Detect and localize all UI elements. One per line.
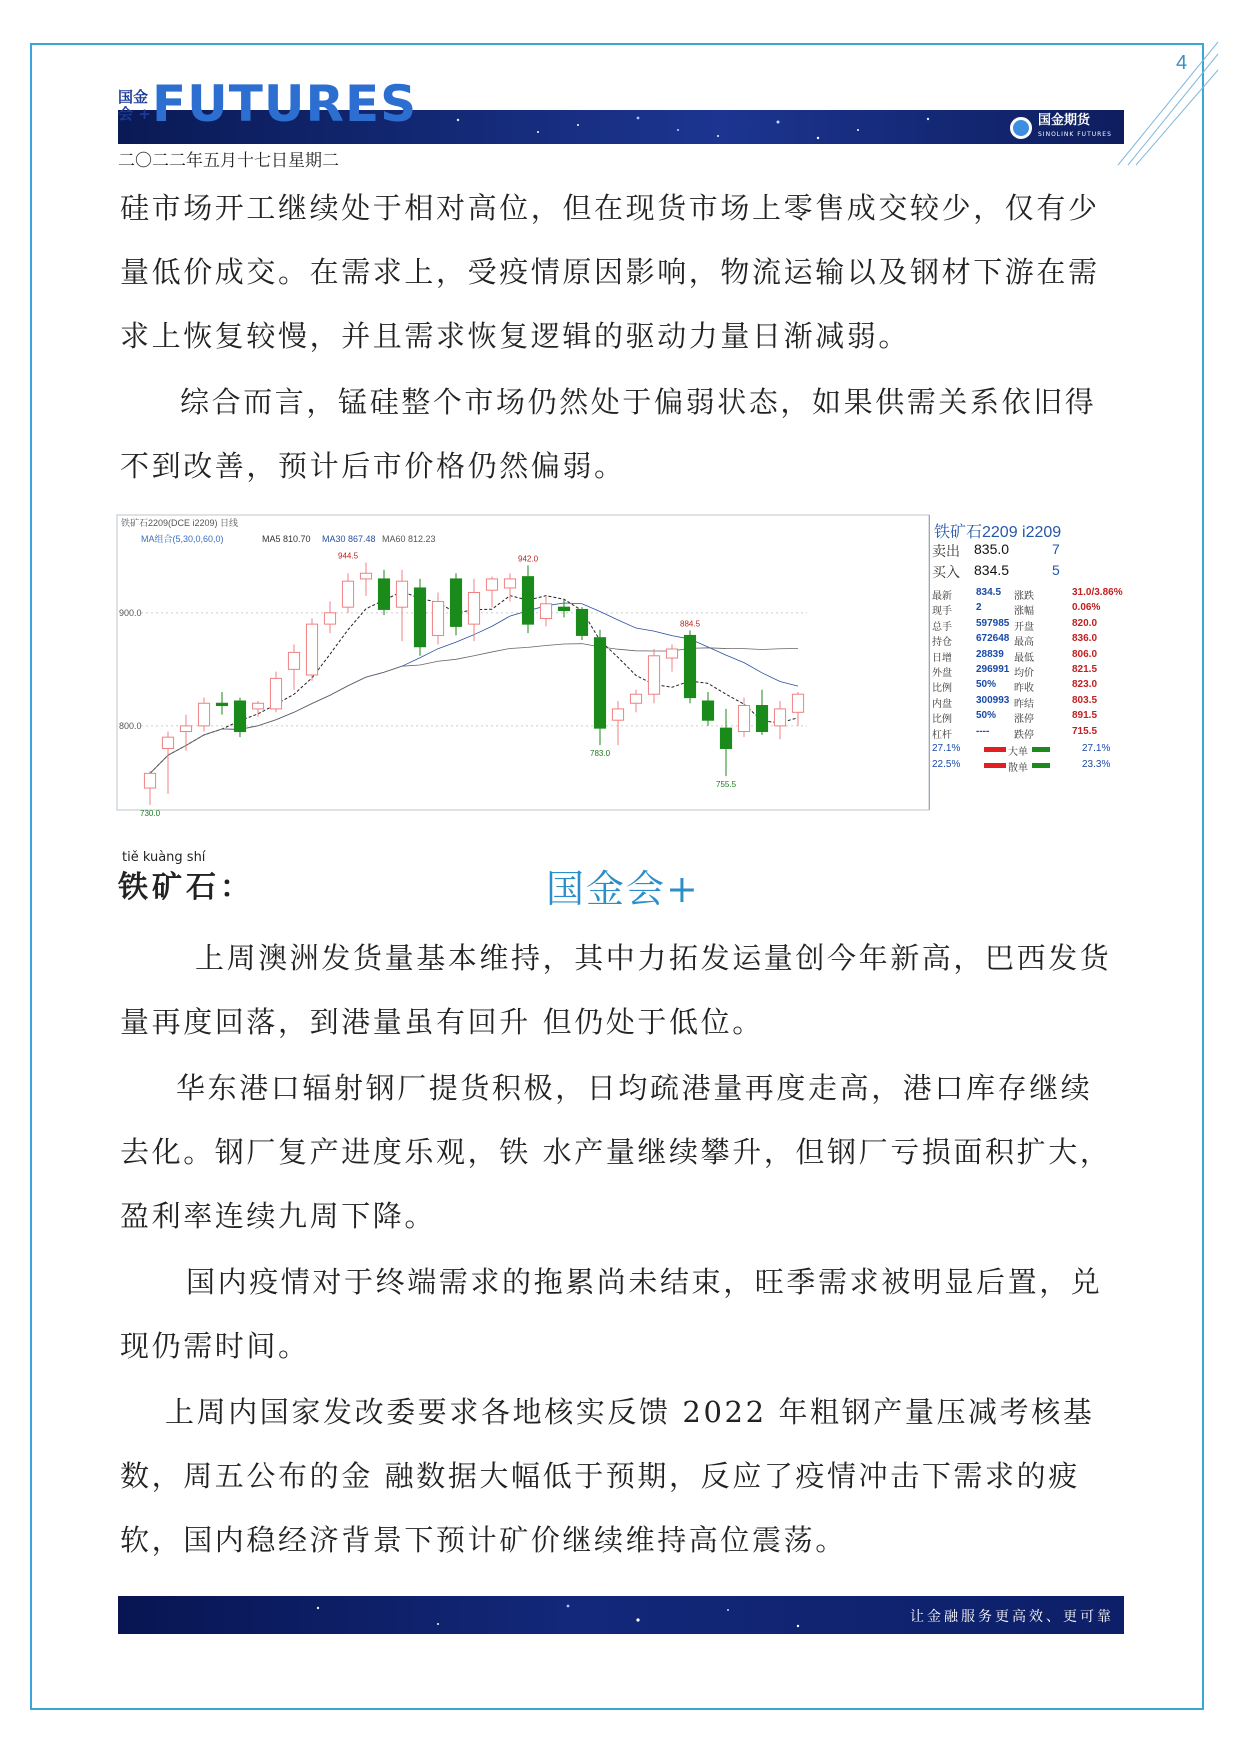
candle-body xyxy=(198,703,209,726)
quote-stat-value: 715.5 xyxy=(1072,725,1098,737)
brand-mark-icon xyxy=(1010,117,1032,139)
quote-stat-label: 涨幅 xyxy=(1014,606,1034,618)
quote-stat-label: 均价 xyxy=(1014,668,1034,679)
quote-stat-label: 最新 xyxy=(932,591,952,602)
candle-body xyxy=(522,577,533,624)
footer-banner xyxy=(118,1596,1124,1634)
candle-body xyxy=(684,635,695,697)
quote-book-price: 834.5 xyxy=(974,562,1010,578)
candle-body xyxy=(486,579,497,590)
candle-body xyxy=(612,709,623,720)
candle-body xyxy=(396,581,407,607)
candle-body xyxy=(252,703,263,709)
report-date: 二〇二二年五月十七日星期二 xyxy=(118,151,339,171)
quote-title: 铁矿石2209 i2209 xyxy=(934,524,1062,541)
quote-book-size: 5 xyxy=(1052,562,1060,578)
quote-stat-label: 比例 xyxy=(932,683,952,695)
candle-body xyxy=(144,773,155,788)
page-number: 4 xyxy=(1176,52,1188,74)
quote-book-row xyxy=(932,562,1122,579)
chart-toolbar: 铁矿石2209(DCE i2209) 日线 xyxy=(121,518,239,528)
quote-stat-label: 涨跌 xyxy=(1014,591,1034,602)
watermark: 国金会+ xyxy=(546,867,700,911)
quote-stat-label: 开盘 xyxy=(1014,621,1034,633)
paragraph-3: 上周澳洲发货量基本维持，其中力拓发运量创今年新高，巴西发货量再度回落，到港量虽有回升 但仍处于低位。 xyxy=(120,941,1112,1039)
candle-body xyxy=(288,652,299,669)
flow-sell-bar xyxy=(1032,763,1050,768)
candle-body xyxy=(774,709,785,726)
flow-sell-bar xyxy=(1032,747,1050,752)
quote-book-price: 835.0 xyxy=(974,541,1010,557)
flow-left-pct: 27.1% xyxy=(932,743,961,754)
candle-body xyxy=(666,649,677,658)
ma-legend: MA组合(5,30,0,60,0) xyxy=(141,534,224,544)
quote-stat-value: 803.5 xyxy=(1072,694,1098,706)
candle-body xyxy=(432,602,443,636)
y-tick-label: 800.0 xyxy=(119,720,142,731)
corner-decoration xyxy=(1110,40,1220,170)
quote-stat-value: 2 xyxy=(976,602,982,614)
candle-body xyxy=(594,638,605,728)
candle-body xyxy=(720,728,731,748)
footer-slogan: 让金融服务更高效、更可靠 xyxy=(910,1609,1114,1625)
quote-stat-label: 昨收 xyxy=(1014,683,1034,695)
quote-stat-value: 821.5 xyxy=(1072,664,1098,675)
candle-body xyxy=(468,592,479,624)
flow-buy-bar xyxy=(984,763,1006,768)
quote-stat-label: 昨结 xyxy=(1014,698,1034,710)
quote-stat-label: 内盘 xyxy=(932,698,952,710)
quote-stat-label: 持仓 xyxy=(932,637,952,649)
quote-stat-label: 比例 xyxy=(932,714,952,726)
candle-body xyxy=(756,706,767,732)
candle-body xyxy=(792,694,803,712)
candle-body xyxy=(648,656,659,694)
section-title: 铁矿石： xyxy=(118,870,254,905)
quote-stat-value: 820.0 xyxy=(1072,617,1098,629)
quote-stat-label: 日增 xyxy=(932,652,952,664)
flow-right-pct: 23.3% xyxy=(1082,759,1111,770)
logo-text: 国金 会 + xyxy=(118,88,151,123)
quote-stat-label: 最低 xyxy=(1014,652,1034,664)
quote-stat-value: 50% xyxy=(976,679,997,691)
candle-body xyxy=(540,604,551,619)
candlestick-chart xyxy=(117,515,1127,818)
price-annotation: 755.5 xyxy=(716,780,737,790)
candle-body xyxy=(558,607,569,610)
candle-body xyxy=(162,737,173,748)
quote-stat-value: ---- xyxy=(976,725,990,737)
section-pinyin: tiě kuàng shí xyxy=(122,850,206,865)
quote-stat-row xyxy=(932,726,1122,743)
candle-body xyxy=(216,703,227,705)
price-annotation: 944.5 xyxy=(338,551,359,561)
paragraph-6: 上周内国家发改委要求各地核实反馈 2022 年粗钢产量压减考核基数，周五公布的金 融数据大幅低于预期，反应了疫情冲击下需求的疲软，国内稳经济背景下预计矿价继续维持高位震荡。 xyxy=(120,1395,1095,1557)
flow-label: 大单 xyxy=(1008,747,1028,758)
chart-canvas xyxy=(117,515,929,818)
candle-body xyxy=(576,609,587,635)
candle-body xyxy=(414,588,425,647)
quote-book-label: 买入 xyxy=(932,564,960,580)
quote-stat-label: 外盘 xyxy=(932,668,952,679)
candle-body xyxy=(324,613,335,624)
quote-stat-value: 672648 xyxy=(976,633,1010,645)
paragraph-1: 硅市场开工继续处于相对高位，但在现货市场上零售成交较少，仅有少量低价成交。在需求上，受疫情原因影响，物流运输以及钢材下游在需求上恢复较慢，并且需求恢复逻辑的驱动力量日渐减弱。 xyxy=(120,191,1100,353)
quote-book-size: 7 xyxy=(1052,541,1060,557)
quote-flow-row xyxy=(932,759,1122,776)
candle-body xyxy=(342,581,353,607)
candle-body xyxy=(270,678,281,709)
ma60-label: MA60 812.23 xyxy=(382,534,436,544)
candle-body xyxy=(306,624,317,675)
candle-body xyxy=(180,726,191,732)
candle-body xyxy=(630,694,641,703)
quote-book-label: 卖出 xyxy=(932,543,960,559)
candle-body xyxy=(702,701,713,720)
quote-stat-value: 296991 xyxy=(976,664,1010,675)
quote-stat-value: 836.0 xyxy=(1072,633,1098,645)
price-annotation: 730.0 xyxy=(140,809,161,818)
quote-stat-value: 891.5 xyxy=(1072,710,1098,722)
quote-stat-value: 823.0 xyxy=(1072,679,1098,691)
quote-stat-value: 50% xyxy=(976,710,997,722)
quote-stat-value: 300993 xyxy=(976,694,1010,706)
quote-stat-label: 现手 xyxy=(932,606,952,618)
candle-body xyxy=(504,579,515,588)
candle-body xyxy=(234,701,245,732)
candle-body xyxy=(378,579,389,610)
quote-stat-value: 28839 xyxy=(976,648,1004,660)
flow-buy-bar xyxy=(984,747,1006,752)
price-annotation: 783.0 xyxy=(590,749,611,759)
quote-stat-value: 834.5 xyxy=(976,587,1002,598)
quote-stat-label: 跌停 xyxy=(1014,729,1034,741)
candle-body xyxy=(360,573,371,579)
brand-logo: 国金期货 SINOLINK FUTURES xyxy=(1010,114,1112,142)
candle-body xyxy=(738,706,749,732)
quote-stat-label: 杠杆 xyxy=(932,729,952,741)
quote-panel xyxy=(929,515,1128,810)
flow-label: 散单 xyxy=(1008,763,1028,774)
price-annotation: 884.5 xyxy=(680,619,701,629)
quote-stat-value: 0.06% xyxy=(1072,602,1101,614)
candle-body xyxy=(450,579,461,626)
y-tick-label: 900.0 xyxy=(119,607,142,618)
quote-stat-label: 总手 xyxy=(932,621,952,633)
quote-stat-value: 31.0/3.86% xyxy=(1072,587,1123,598)
quote-stat-value: 597985 xyxy=(976,617,1010,629)
paragraph-5: 国内疫情对于终端需求的拖累尚未结束，旺季需求被明显后置，兑现仍需时间。 xyxy=(120,1265,1103,1363)
quote-stat-label: 最高 xyxy=(1014,637,1034,649)
quote-stat-value: 806.0 xyxy=(1072,648,1098,660)
paragraph-4: 华东港口辐射钢厂提货积极，日均疏港量再度走高，港口库存继续去化。钢厂复产进度乐观，铁 水产量继续攀升，但钢厂亏损面积扩大，盈利率连续九周下降。 xyxy=(120,1071,1112,1233)
price-annotation: 942.0 xyxy=(518,554,539,564)
quote-flow-row xyxy=(932,743,1122,760)
quote-book-row xyxy=(932,541,1122,558)
flow-left-pct: 22.5% xyxy=(932,759,961,770)
ma30-label: MA30 867.48 xyxy=(322,534,376,544)
quote-stat-label: 涨停 xyxy=(1014,714,1034,726)
logo-futures: FUTURES xyxy=(152,75,418,133)
ma5-label: MA5 810.70 xyxy=(262,534,311,544)
paragraph-2: 综合而言，锰硅整个市场仍然处于偏弱状态，如果供需关系依旧得不到改善，预计后市价格仍然偏弱。 xyxy=(120,385,1097,483)
flow-right-pct: 27.1% xyxy=(1082,743,1111,754)
